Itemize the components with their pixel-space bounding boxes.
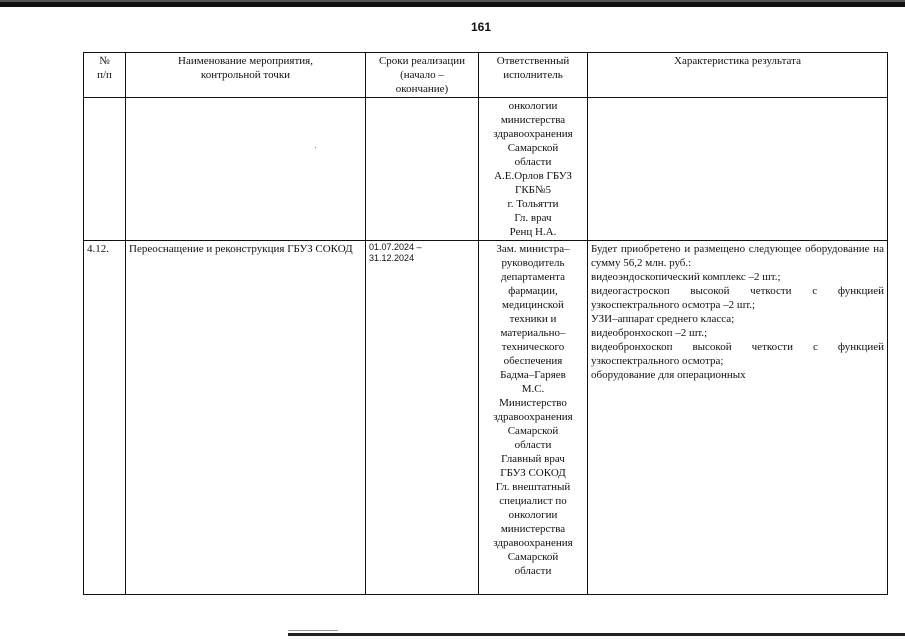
row-2-name: Переоснащение и реконструкция ГБУЗ СОКОД — [126, 241, 366, 595]
page-number: 161 — [470, 20, 492, 34]
scan-top-border — [0, 0, 905, 7]
header-dates: Сроки реализации (начало – окончание) — [366, 53, 479, 98]
row-2-responsible: Зам. министра– руководитель департамента фармации, медицинской техники и материально– технического обеспечения Бадма–Гаряев М.С. Министерство здравоохранения Самарской области Главный врач ГБУЗ СОКОД Гл. внештатный специалист по онкологии министерства здравоохранения Самарской области — [479, 241, 588, 595]
table-row — [84, 98, 888, 241]
table-row — [84, 241, 888, 595]
result-line: видеобронхоскоп –2 шт.; — [591, 327, 708, 339]
result-line: видеобронхоскоп высокой четкости с функцией узкоспектрального осмотра; — [591, 341, 884, 367]
result-line: видеоэндоскопический комплекс –2 шт.; — [591, 271, 781, 283]
row-1-responsible: онкологии министерства здравоохранения Самарской области А.Е.Орлов ГБУЗ ГКБ№5 г. Тольятти Гл. врач Ренц Н.А. — [479, 98, 588, 241]
row-1-dates — [366, 98, 479, 241]
row-2-num: 4.12. — [84, 241, 126, 595]
row-2-dates: 01.07.2024 – 31.12.2024 — [366, 241, 479, 595]
header-result: Характеристика результата — [588, 53, 888, 98]
row-1-name — [126, 98, 366, 241]
scan-bottom-mark — [288, 630, 338, 631]
result-line: видеогастроскоп высокой четкости с функцией узкоспектрального осмотра –2 шт.; — [591, 285, 884, 311]
row-2-result — [588, 241, 888, 595]
header-name: Наименование мероприятия, контрольной точки — [126, 53, 366, 98]
result-line: УЗИ–аппарат среднего класса; — [591, 313, 735, 325]
result-line: Будет приобретено и размещено следующее оборудование на сумму 56,2 млн. руб.: — [591, 243, 884, 269]
table-header-row — [84, 53, 888, 98]
header-num: № п/п — [84, 53, 126, 98]
row-1-num — [84, 98, 126, 241]
scan-speck — [315, 147, 316, 148]
result-line: оборудование для операционных — [591, 369, 746, 381]
scan-top-border-inner — [0, 0, 905, 2]
scan-bottom-border — [288, 633, 905, 636]
row-1-result — [588, 98, 888, 241]
header-responsible: Ответственный исполнитель — [479, 53, 588, 98]
activities-table — [83, 52, 888, 595]
